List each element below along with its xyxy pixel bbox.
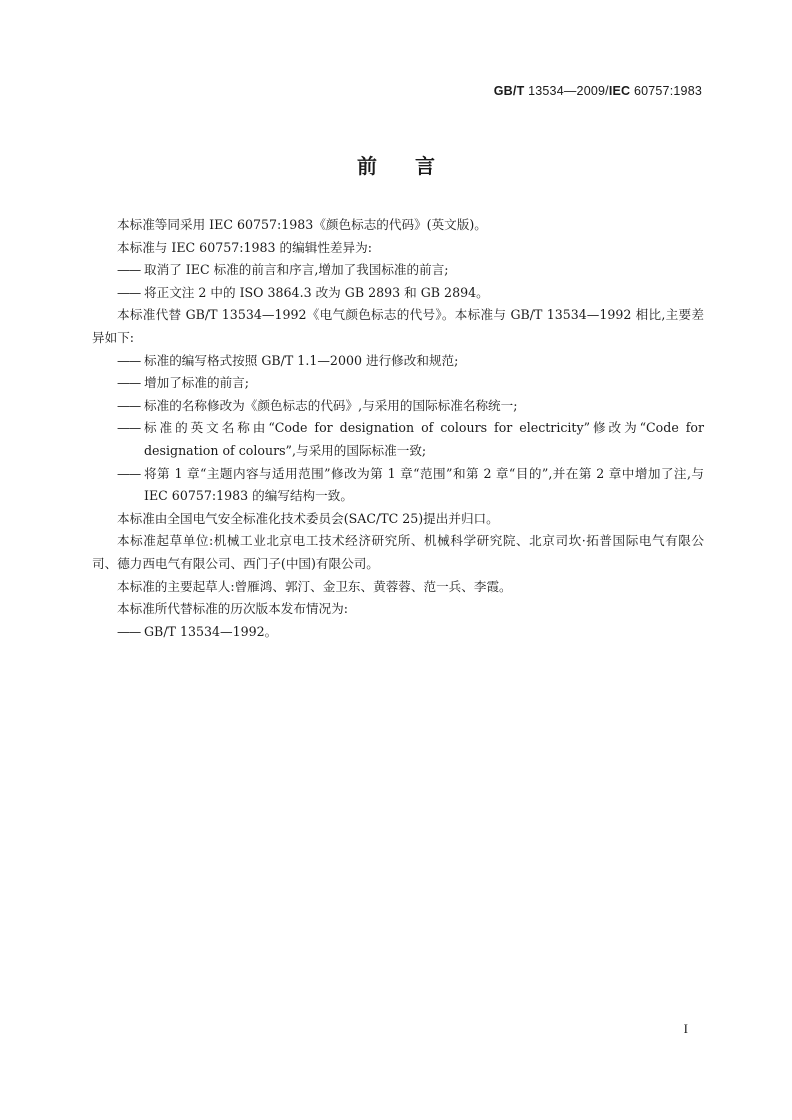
paragraph: 本标准的主要起草人:曾雁鸿、郭汀、金卫东、黄蓉蓉、范一兵、李霞。 <box>117 578 512 594</box>
list-item <box>92 259 704 282</box>
paragraph: 本标准起草单位:机械工业北京电工技术经济研究所、机械科学研究院、北京司坎·拓普国际电气有限公司、德力西电气有限公司、西门子(中国)有限公司。 <box>92 533 704 571</box>
list-item-text: 标准的编写格式按照 GB/T 1.1—2000 进行修改和规范; <box>144 352 459 368</box>
list-item <box>92 417 704 462</box>
list-item-text: 将正文注 2 中的 ISO 3864.3 改为 GB 2893 和 GB 2894。 <box>144 284 489 300</box>
list-item-text: 将第 1 章“主题内容与适用范围”修改为第 1 章“范围”和第 2 章“目的”,并在第 2 章中增加了注,与 IEC 60757:1983 的编写结构一致。 <box>144 465 704 504</box>
paragraph: 本标准与 IEC 60757:1983 的编辑性差异为: <box>117 239 372 255</box>
list-item-text: 标准的英文名称由“Code for designation of colours for electricity”修改为“Code for designation of colours”,与采用的国际标准一致; <box>144 420 704 458</box>
dash-marker: —— <box>117 375 141 391</box>
dash-marker: —— <box>117 262 141 278</box>
list-item-text: 增加了标准的前言; <box>144 375 249 391</box>
dash-marker: —— <box>117 465 141 481</box>
list-item-text: GB/T 13534—1992。 <box>144 623 278 639</box>
list-item <box>92 621 704 644</box>
standard-number: 13534—2009/ <box>524 84 609 98</box>
dash-marker: —— <box>117 420 141 436</box>
list-item <box>92 372 704 395</box>
dash-marker: —— <box>117 623 141 639</box>
paragraph: 本标准所代替标准的历次版本发布情况为: <box>117 601 348 617</box>
paragraph: 本标准由全国电气安全标准化技术委员会(SAC/TC 25)提出并归口。 <box>117 510 499 526</box>
page-title: 前言 <box>357 154 473 178</box>
list-item-text: 标准的名称修改为《颜色标志的代码》,与采用的国际标准名称统一; <box>144 397 518 413</box>
foreword-body <box>92 214 704 643</box>
standard-code: GB/T <box>493 84 525 98</box>
page-number: I <box>683 1021 688 1036</box>
paragraph: 本标准代替 GB/T 13534—1992《电气颜色标志的代号》。本标准与 GB/T 13534—1992 相比,主要差异如下: <box>92 307 704 345</box>
list-item <box>92 463 704 508</box>
list-item <box>92 395 704 418</box>
dash-marker: —— <box>117 397 141 413</box>
iec-code: IEC <box>608 84 631 98</box>
list-item-text: 取消了 IEC 标准的前言和序言,增加了我国标准的前言; <box>144 262 449 278</box>
standard-number-header <box>494 84 702 98</box>
paragraph: 本标准等同采用 IEC 60757:1983《颜色标志的代码》(英文版)。 <box>117 217 487 232</box>
list-item <box>92 350 704 373</box>
dash-marker: —— <box>117 352 141 368</box>
list-item <box>92 282 704 305</box>
iec-number: 60757:1983 <box>630 84 702 98</box>
dash-marker: —— <box>117 284 141 300</box>
